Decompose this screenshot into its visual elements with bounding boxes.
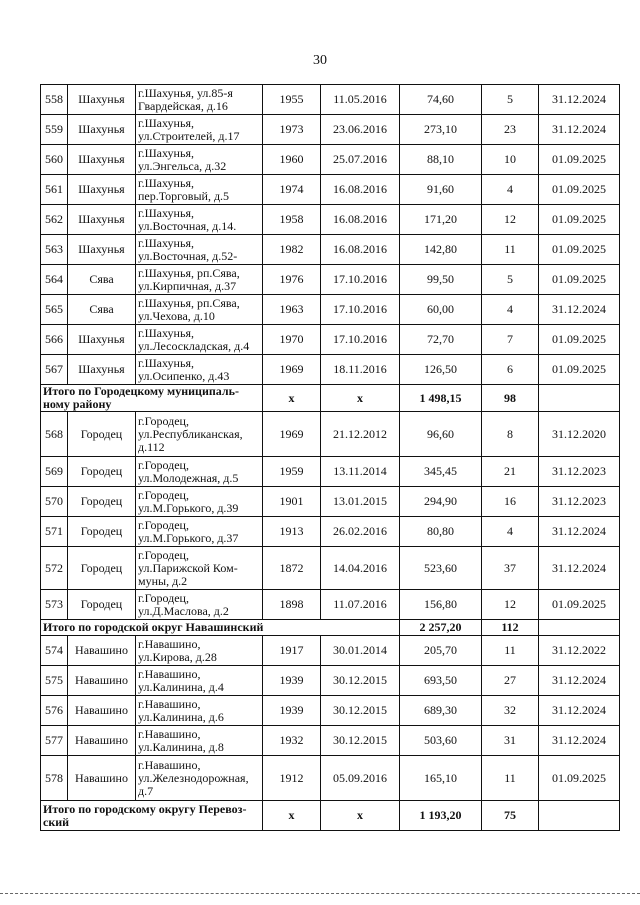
area-cell: 88,10: [400, 145, 482, 175]
count-cell: 4: [482, 295, 539, 325]
year-cell: 1898: [263, 590, 321, 620]
locality-cell: Городец: [68, 547, 136, 590]
deadline-cell: 01.09.2025: [539, 325, 620, 355]
row-number: 562: [41, 205, 68, 235]
date-cell: 11.07.2016: [321, 590, 400, 620]
year-cell: 1939: [263, 696, 321, 726]
year-cell: 1912: [263, 756, 321, 801]
deadline-cell: 31.12.2020: [539, 412, 620, 457]
count-cell: 10: [482, 145, 539, 175]
row-number: 561: [41, 175, 68, 205]
count-cell: 32: [482, 696, 539, 726]
year-cell: 1973: [263, 115, 321, 145]
area-cell: 142,80: [400, 235, 482, 265]
date-cell: 17.10.2016: [321, 265, 400, 295]
count-cell: 4: [482, 175, 539, 205]
table-row: [41, 265, 620, 295]
row-number: 578: [41, 756, 68, 801]
table-row: [41, 412, 620, 457]
locality-cell: Шахунья: [68, 115, 136, 145]
total-deadline: [539, 620, 620, 636]
locality-cell: Шахунья: [68, 85, 136, 115]
housing-registry-table: [40, 84, 620, 831]
count-cell: 23: [482, 115, 539, 145]
year-cell: 1976: [263, 265, 321, 295]
year-cell: 1969: [263, 412, 321, 457]
table-row: [41, 696, 620, 726]
row-number: 568: [41, 412, 68, 457]
row-number: 571: [41, 517, 68, 547]
area-cell: 273,10: [400, 115, 482, 145]
date-cell: 17.10.2016: [321, 325, 400, 355]
table-row: [41, 517, 620, 547]
row-number: 573: [41, 590, 68, 620]
count-cell: 16: [482, 487, 539, 517]
deadline-cell: 01.09.2025: [539, 175, 620, 205]
locality-cell: Навашино: [68, 756, 136, 801]
year-cell: 1932: [263, 726, 321, 756]
count-cell: 5: [482, 265, 539, 295]
total-deadline: [539, 385, 620, 412]
address-cell: г.Городец, ул.Д.Маслова, д.2: [136, 590, 263, 620]
deadline-cell: 31.12.2024: [539, 295, 620, 325]
address-cell: г.Городец, ул.М.Горького, д.39: [136, 487, 263, 517]
date-cell: 26.02.2016: [321, 517, 400, 547]
count-cell: 8: [482, 412, 539, 457]
area-cell: 523,60: [400, 547, 482, 590]
locality-cell: Навашино: [68, 636, 136, 666]
locality-cell: Сява: [68, 265, 136, 295]
address-cell: г.Шахунья, рп.Сява, ул.Чехова, д.10: [136, 295, 263, 325]
total-count: 75: [482, 801, 539, 831]
total-label: Итого по Городецкому муниципаль- ному району: [41, 385, 263, 412]
address-cell: г.Городец, ул.Республиканская, д.112: [136, 412, 263, 457]
row-number: 567: [41, 355, 68, 385]
area-cell: 165,10: [400, 756, 482, 801]
deadline-cell: 31.12.2023: [539, 457, 620, 487]
locality-cell: Городец: [68, 517, 136, 547]
deadline-cell: 31.12.2022: [539, 636, 620, 666]
deadline-cell: 01.09.2025: [539, 355, 620, 385]
deadline-cell: 01.09.2025: [539, 265, 620, 295]
area-cell: 74,60: [400, 85, 482, 115]
count-cell: 37: [482, 547, 539, 590]
table-row: [41, 590, 620, 620]
address-cell: г.Шахунья, ул.Строителей, д.17: [136, 115, 263, 145]
total-row: [41, 801, 620, 831]
scan-artifact-line: [0, 893, 640, 895]
date-cell: 16.08.2016: [321, 235, 400, 265]
address-cell: г.Городец, ул.М.Горького, д.37: [136, 517, 263, 547]
locality-cell: Шахунья: [68, 145, 136, 175]
area-cell: 205,70: [400, 636, 482, 666]
year-cell: 1959: [263, 457, 321, 487]
date-cell: 18.11.2016: [321, 355, 400, 385]
address-cell: г.Городец, ул.Парижской Ком- муны, д.2: [136, 547, 263, 590]
count-cell: 11: [482, 756, 539, 801]
deadline-cell: 31.12.2024: [539, 547, 620, 590]
deadline-cell: 01.09.2025: [539, 235, 620, 265]
area-cell: 126,50: [400, 355, 482, 385]
area-cell: 345,45: [400, 457, 482, 487]
year-cell: 1982: [263, 235, 321, 265]
year-cell: 1969: [263, 355, 321, 385]
total-year: x: [263, 801, 321, 831]
area-cell: 156,80: [400, 590, 482, 620]
total-label: Итого по городскому округу Перевоз- ский: [41, 801, 263, 831]
date-cell: 13.01.2015: [321, 487, 400, 517]
year-cell: 1901: [263, 487, 321, 517]
table-row: [41, 487, 620, 517]
date-cell: 16.08.2016: [321, 175, 400, 205]
deadline-cell: 31.12.2023: [539, 487, 620, 517]
total-area: 1 498,15: [400, 385, 482, 412]
deadline-cell: 31.12.2024: [539, 696, 620, 726]
table-row: [41, 457, 620, 487]
row-number: 574: [41, 636, 68, 666]
date-cell: 05.09.2016: [321, 756, 400, 801]
address-cell: г.Навашино, ул.Калинина, д.4: [136, 666, 263, 696]
row-number: 569: [41, 457, 68, 487]
table-row: [41, 295, 620, 325]
deadline-cell: 31.12.2024: [539, 115, 620, 145]
year-cell: 1960: [263, 145, 321, 175]
locality-cell: Городец: [68, 590, 136, 620]
table-row: [41, 756, 620, 801]
date-cell: 21.12.2012: [321, 412, 400, 457]
table-row: [41, 205, 620, 235]
row-number: 559: [41, 115, 68, 145]
year-cell: 1970: [263, 325, 321, 355]
count-cell: 11: [482, 636, 539, 666]
count-cell: 11: [482, 235, 539, 265]
locality-cell: Навашино: [68, 666, 136, 696]
date-cell: 30.12.2015: [321, 696, 400, 726]
date-cell: 25.07.2016: [321, 145, 400, 175]
deadline-cell: 01.09.2025: [539, 756, 620, 801]
deadline-cell: 31.12.2024: [539, 85, 620, 115]
locality-cell: Шахунья: [68, 175, 136, 205]
year-cell: 1939: [263, 666, 321, 696]
locality-cell: Городец: [68, 412, 136, 457]
address-cell: г.Шахунья, пер.Торговый, д.5: [136, 175, 263, 205]
address-cell: г.Шахунья, ул.85-я Гвардейская, д.16: [136, 85, 263, 115]
area-cell: 96,60: [400, 412, 482, 457]
address-cell: г.Шахунья, ул.Восточная, д.14.: [136, 205, 263, 235]
total-year: x: [263, 385, 321, 412]
year-cell: 1872: [263, 547, 321, 590]
deadline-cell: 01.09.2025: [539, 145, 620, 175]
count-cell: 5: [482, 85, 539, 115]
table-row: [41, 175, 620, 205]
date-cell: 23.06.2016: [321, 115, 400, 145]
table-row: [41, 235, 620, 265]
year-cell: 1913: [263, 517, 321, 547]
area-cell: 60,00: [400, 295, 482, 325]
deadline-cell: 01.09.2025: [539, 590, 620, 620]
locality-cell: Навашино: [68, 726, 136, 756]
address-cell: г.Навашино, ул.Железнодорожная, д.7: [136, 756, 263, 801]
address-cell: г.Навашино, ул.Кирова, д.28: [136, 636, 263, 666]
area-cell: 80,80: [400, 517, 482, 547]
count-cell: 21: [482, 457, 539, 487]
table-row: [41, 355, 620, 385]
count-cell: 6: [482, 355, 539, 385]
area-cell: 171,20: [400, 205, 482, 235]
date-cell: 13.11.2014: [321, 457, 400, 487]
table-row: [41, 325, 620, 355]
locality-cell: Сява: [68, 295, 136, 325]
count-cell: 31: [482, 726, 539, 756]
table-row: [41, 726, 620, 756]
table-row: [41, 547, 620, 590]
year-cell: 1917: [263, 636, 321, 666]
row-number: 564: [41, 265, 68, 295]
date-cell: 30.12.2015: [321, 726, 400, 756]
total-date: x: [321, 385, 400, 412]
year-cell: 1974: [263, 175, 321, 205]
row-number: 575: [41, 666, 68, 696]
row-number: 566: [41, 325, 68, 355]
date-cell: 11.05.2016: [321, 85, 400, 115]
total-row: [41, 385, 620, 412]
date-cell: 17.10.2016: [321, 295, 400, 325]
row-number: 570: [41, 487, 68, 517]
total-deadline: [539, 801, 620, 831]
date-cell: 16.08.2016: [321, 205, 400, 235]
total-date: x: [321, 801, 400, 831]
address-cell: г.Навашино, ул.Калинина, д.6: [136, 696, 263, 726]
row-number: 560: [41, 145, 68, 175]
address-cell: г.Городец, ул.Молодежная, д.5: [136, 457, 263, 487]
date-cell: 30.01.2014: [321, 636, 400, 666]
row-number: 577: [41, 726, 68, 756]
row-number: 558: [41, 85, 68, 115]
locality-cell: Городец: [68, 457, 136, 487]
total-count: 98: [482, 385, 539, 412]
deadline-cell: 31.12.2024: [539, 666, 620, 696]
address-cell: г.Навашино, ул.Калинина, д.8: [136, 726, 263, 756]
locality-cell: Городец: [68, 487, 136, 517]
year-cell: 1958: [263, 205, 321, 235]
deadline-cell: 31.12.2024: [539, 726, 620, 756]
table-row: [41, 145, 620, 175]
deadline-cell: 01.09.2025: [539, 205, 620, 235]
total-area: 2 257,20: [400, 620, 482, 636]
deadline-cell: 31.12.2024: [539, 517, 620, 547]
address-cell: г.Шахунья, ул.Восточная, д.52-: [136, 235, 263, 265]
locality-cell: Шахунья: [68, 205, 136, 235]
count-cell: 12: [482, 205, 539, 235]
area-cell: 693,50: [400, 666, 482, 696]
year-cell: 1963: [263, 295, 321, 325]
table-row: [41, 666, 620, 696]
row-number: 572: [41, 547, 68, 590]
address-cell: г.Шахунья, ул.Энгельса, д.32: [136, 145, 263, 175]
address-cell: г.Шахунья, ул.Осипенко, д.43: [136, 355, 263, 385]
table-row: [41, 115, 620, 145]
total-label: Итого по городской округ Навашинский: [41, 620, 400, 636]
locality-cell: Шахунья: [68, 355, 136, 385]
count-cell: 12: [482, 590, 539, 620]
area-cell: 689,30: [400, 696, 482, 726]
address-cell: г.Шахунья, ул.Лесоскладская, д.4: [136, 325, 263, 355]
row-number: 576: [41, 696, 68, 726]
locality-cell: Шахунья: [68, 325, 136, 355]
row-number: 565: [41, 295, 68, 325]
address-cell: г.Шахунья, рп.Сява, ул.Кирпичная, д.37: [136, 265, 263, 295]
locality-cell: Шахунья: [68, 235, 136, 265]
date-cell: 14.04.2016: [321, 547, 400, 590]
area-cell: 503,60: [400, 726, 482, 756]
area-cell: 294,90: [400, 487, 482, 517]
total-row: [41, 620, 620, 636]
area-cell: 72,70: [400, 325, 482, 355]
total-count: 112: [482, 620, 539, 636]
page-number: 30: [313, 53, 327, 68]
total-area: 1 193,20: [400, 801, 482, 831]
area-cell: 99,50: [400, 265, 482, 295]
locality-cell: Навашино: [68, 696, 136, 726]
table-body: [41, 85, 620, 831]
area-cell: 91,60: [400, 175, 482, 205]
year-cell: 1955: [263, 85, 321, 115]
count-cell: 27: [482, 666, 539, 696]
row-number: 563: [41, 235, 68, 265]
table-row: [41, 85, 620, 115]
date-cell: 30.12.2015: [321, 666, 400, 696]
table-row: [41, 636, 620, 666]
count-cell: 7: [482, 325, 539, 355]
count-cell: 4: [482, 517, 539, 547]
